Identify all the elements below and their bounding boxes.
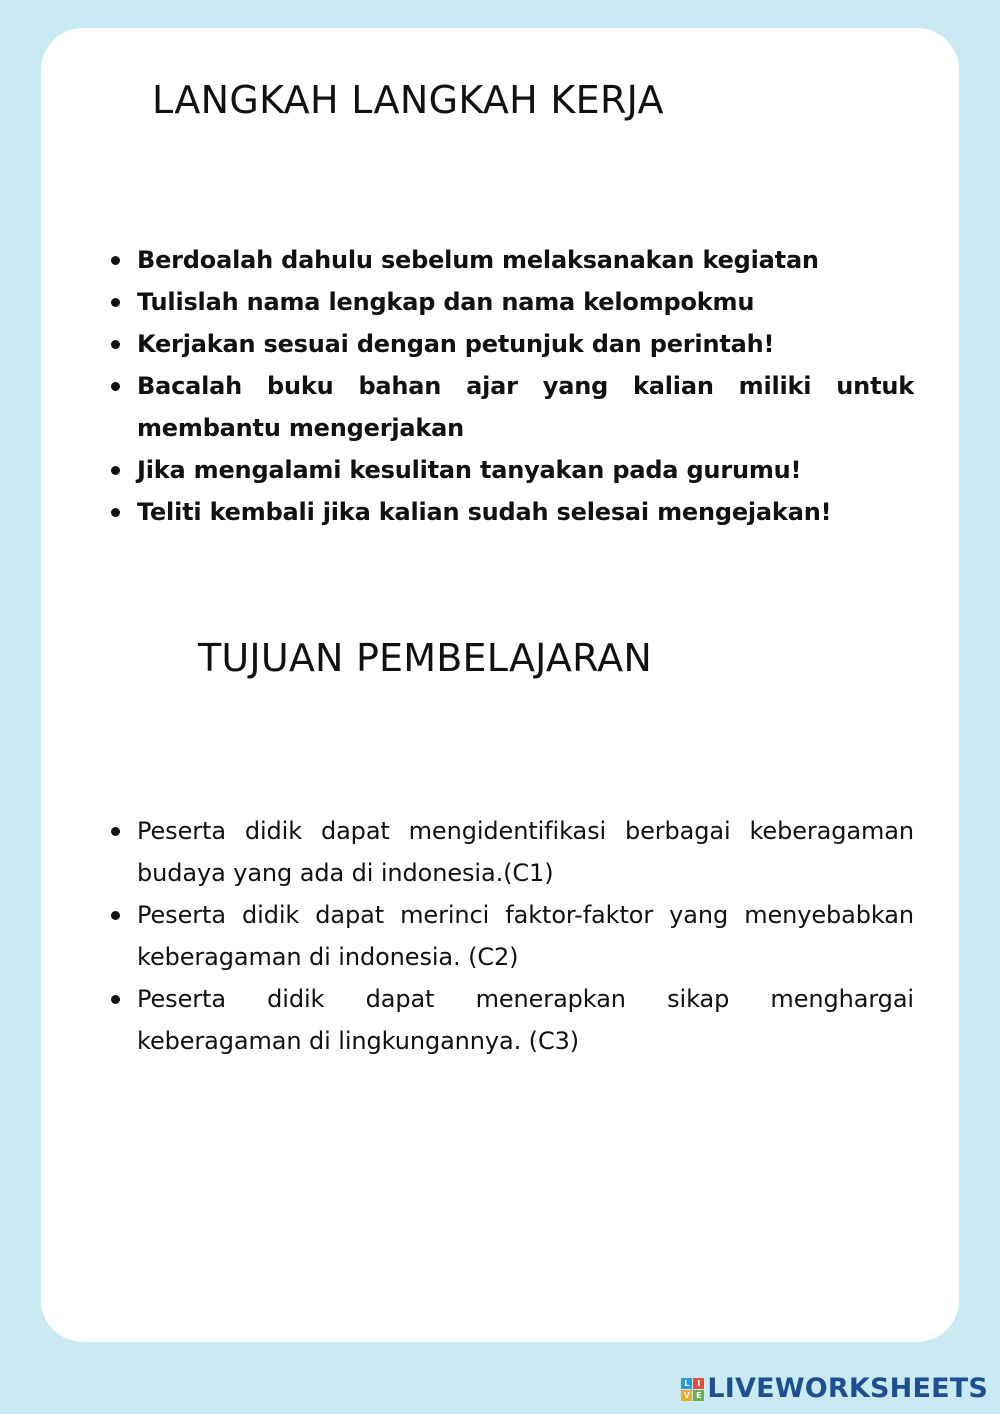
bullet-icon	[111, 340, 120, 349]
bullet-icon	[111, 911, 120, 920]
bullet-icon	[111, 256, 120, 265]
bullet-icon	[111, 508, 120, 517]
list-item	[137, 894, 914, 978]
list-item	[137, 365, 914, 449]
list-item-text: Peserta didik dapat menerapkan sikap menghargai keberagaman di lingkungannya. (C3)	[137, 985, 914, 1055]
liveworksheets-logo-icon	[681, 1378, 704, 1401]
goals-list	[137, 810, 914, 1062]
list-item-text: Kerjakan sesuai dengan petunjuk dan perintah!	[137, 330, 775, 358]
liveworksheets-footer[interactable]	[681, 1374, 988, 1404]
logo-letter: V	[681, 1390, 692, 1401]
list-item	[137, 239, 914, 281]
list-item	[137, 449, 914, 491]
logo-letter: L	[681, 1378, 692, 1389]
bullet-icon	[111, 298, 120, 307]
list-item-text: Berdoalah dahulu sebelum melaksanakan kegiatan	[137, 246, 819, 274]
list-item	[137, 491, 914, 533]
list-item-text: Peserta didik dapat merinci faktor-faktor yang menyebabkan keberagaman di indonesia. (C2)	[137, 901, 914, 971]
list-item-text: Jika mengalami kesulitan tanyakan pada gurumu!	[137, 456, 802, 484]
bullet-icon	[111, 466, 120, 475]
list-item-text: Bacalah buku bahan ajar yang kalian miliki untuk membantu mengerjakan	[137, 372, 914, 442]
bullet-icon	[111, 382, 120, 391]
list-item	[137, 810, 914, 894]
worksheet-card	[41, 28, 959, 1342]
logo-letter: E	[693, 1390, 704, 1401]
bullet-icon	[111, 995, 120, 1004]
list-item-text: Peserta didik dapat mengidentifikasi berbagai keberagaman budaya yang ada di indonesia.(C1)	[137, 817, 914, 887]
brand-name[interactable]: LIVEWORKSHEETS	[707, 1373, 988, 1404]
list-item	[137, 323, 914, 365]
list-item	[137, 281, 914, 323]
list-item-text: Tulislah nama lengkap dan nama kelompokmu	[137, 288, 755, 316]
steps-list	[137, 239, 914, 533]
bullet-icon	[111, 827, 120, 836]
logo-letter: I	[693, 1378, 704, 1389]
list-item	[137, 978, 914, 1062]
list-item-text: Teliti kembali jika kalian sudah selesai mengejakan!	[137, 498, 832, 526]
goals-heading: TUJUAN PEMBELAJARAN	[198, 636, 652, 680]
steps-heading: LANGKAH LANGKAH KERJA	[152, 78, 664, 122]
